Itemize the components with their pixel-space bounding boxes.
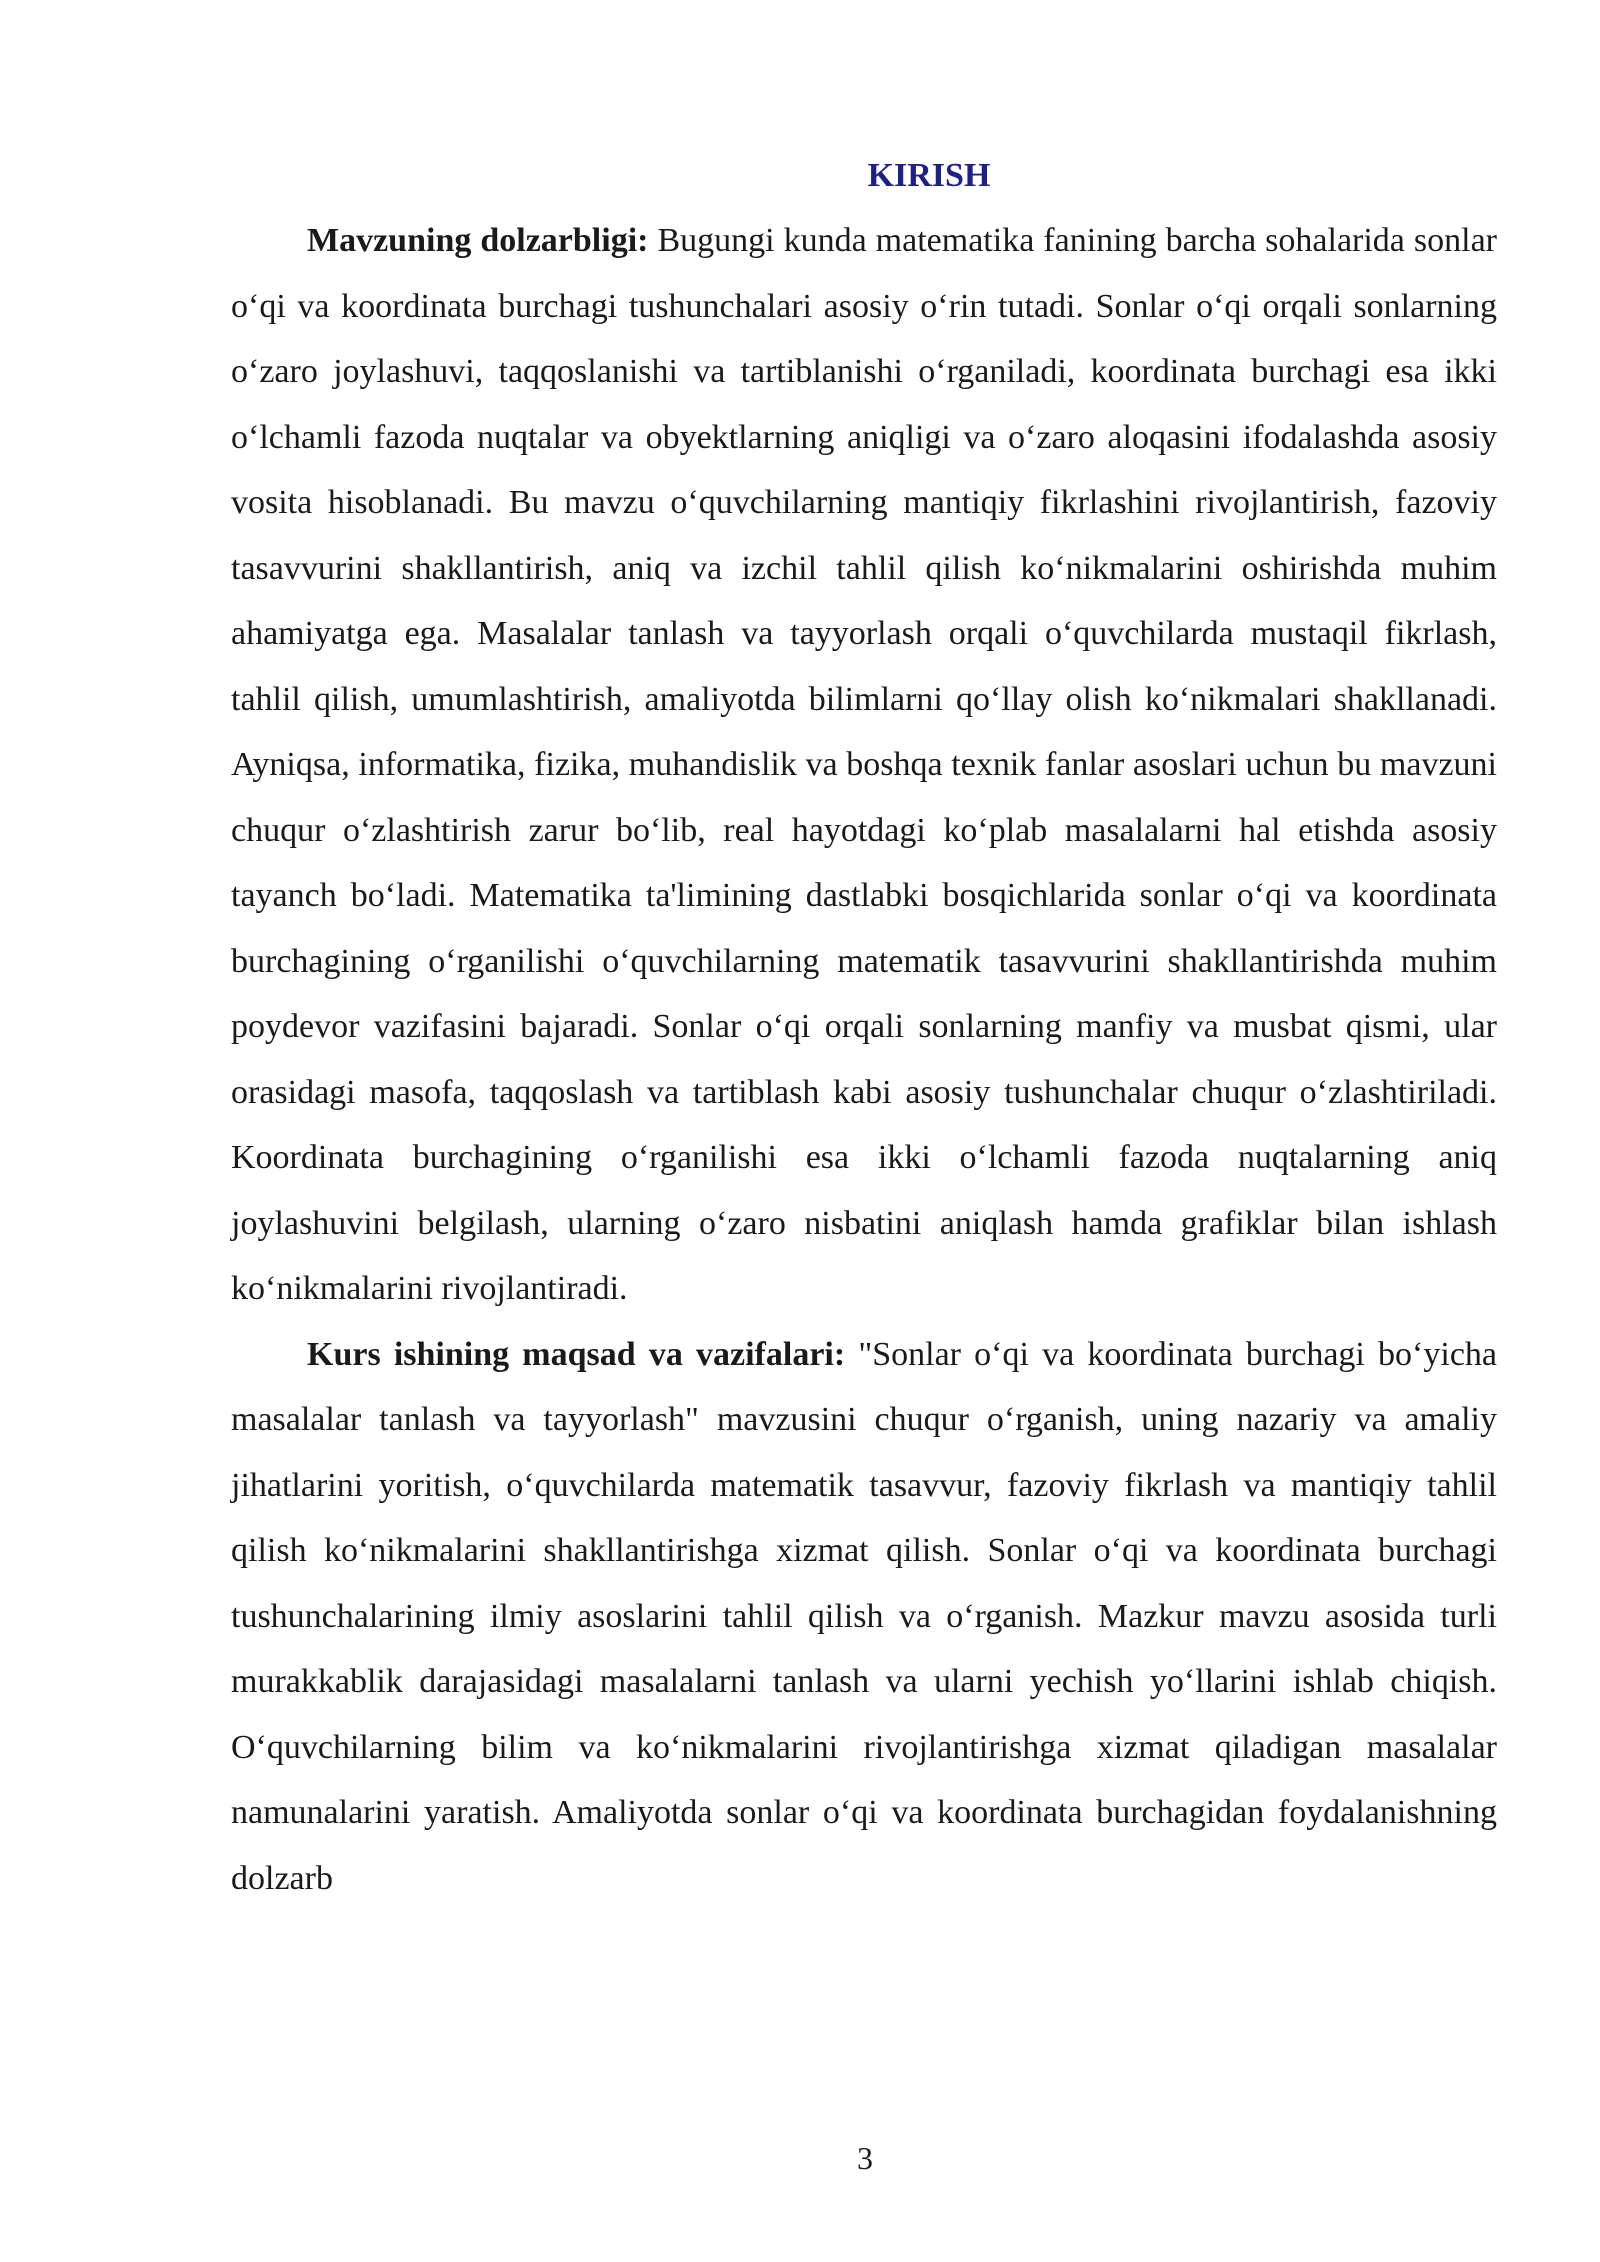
paragraph-goals bbox=[231, 1322, 1497, 1912]
page-content bbox=[231, 152, 1497, 1911]
page-number: 3 bbox=[857, 2140, 873, 2176]
paragraph-relevance bbox=[231, 208, 1497, 1322]
paragraph-text: "Sonlar o‘qi va koordinata burchagi bo‘yicha masalalar tanlash va tayyorlash" mavzusini chuqur o‘rganish, uning nazariy va amaliy jihatlarini yoritish, o‘quvchilarda matematik tasavvur, fazoviy fikrlash va mantiqiy tahlil qilish ko‘nikmalarini shakllantirishga xizmat qilish. Sonlar o‘qi va koordinata burchagi tushunchalarining ilmiy asoslarini tahlil qilish va o‘rganish. Mazkur mavzu asosida turli murakkablik darajasidagi masalalarni tanlash va ularni yechish yo‘llarini ishlab chiqish. O‘quvchilarning bilim va ko‘nikmalarini rivojlantirishga xizmat qiladigan masalalar namunalarini yaratish. Amaliyotda sonlar o‘qi va koordinata burchagidan foydalanishning dolzarb bbox=[231, 1335, 1497, 1897]
paragraph-lead: Kurs ishining maqsad va vazifalari: bbox=[307, 1335, 846, 1373]
paragraph-lead: Mavzuning dolzarbligi: bbox=[307, 222, 649, 259]
paragraph-text: Bugungi kunda matematika fanining barcha sohalarida sonlar o‘qi va koordinata burchagi tushunchalari asosiy o‘rin tutadi. Sonlar o‘qi orqali sonlarning o‘zaro joylashuvi, taqqoslanishi va tartiblanishi o‘rganiladi, koordinata burchagi esa ikki o‘lchamli fazoda nuqtalar va obyektlarning aniqligi va o‘zaro aloqasini ifodalashda asosiy vosita hisoblanadi. Bu mavzu o‘quvchilarning mantiqiy fikrlashini rivojlantirish, fazoviy tasavvurini shakllantirish, aniq va izchil tahlil qilish ko‘nikmalarini oshirishda muhim ahamiyatga ega. Masalalar tanlash va tayyorlash orqali o‘quvchilarda mustaqil fikrlash, tahlil qilish, umumlashtirish, amaliyotda bilimlarni qo‘llay olish ko‘nikmalari shakllanadi. Ayniqsa, informatika, fizika, muhandislik va boshqa texnik fanlar asoslari uchun bu mavzuni chuqur o‘zlashtirish zarur bo‘lib, real hayotdagi ko‘plab masalalarni hal etishda asosiy tayanch bo‘ladi. Matematika ta'limining dastlabki bosqichlarida sonlar o‘qi va koordinata burchagining o‘rganilishi o‘quvchilarning matematik tasavvurini shakllantirishda muhim poydevor vazifasini bajaradi. Sonlar o‘qi orqali sonlarning manfiy va musbat qismi, ular orasidagi masofa, taqqoslash va tartiblash kabi asosiy tushunchalar chuqur o‘zlashtiriladi. Koordinata burchagining o‘rganilishi esa ikki o‘lchamli fazoda nuqtalarning aniq joylashuvini belgilash, ularning o‘zaro nisbatini aniqlash hamda grafiklar bilan ishlash ko‘nikmalarini rivojlantiradi. bbox=[231, 222, 1497, 1307]
section-heading: KIRISH bbox=[867, 157, 991, 194]
